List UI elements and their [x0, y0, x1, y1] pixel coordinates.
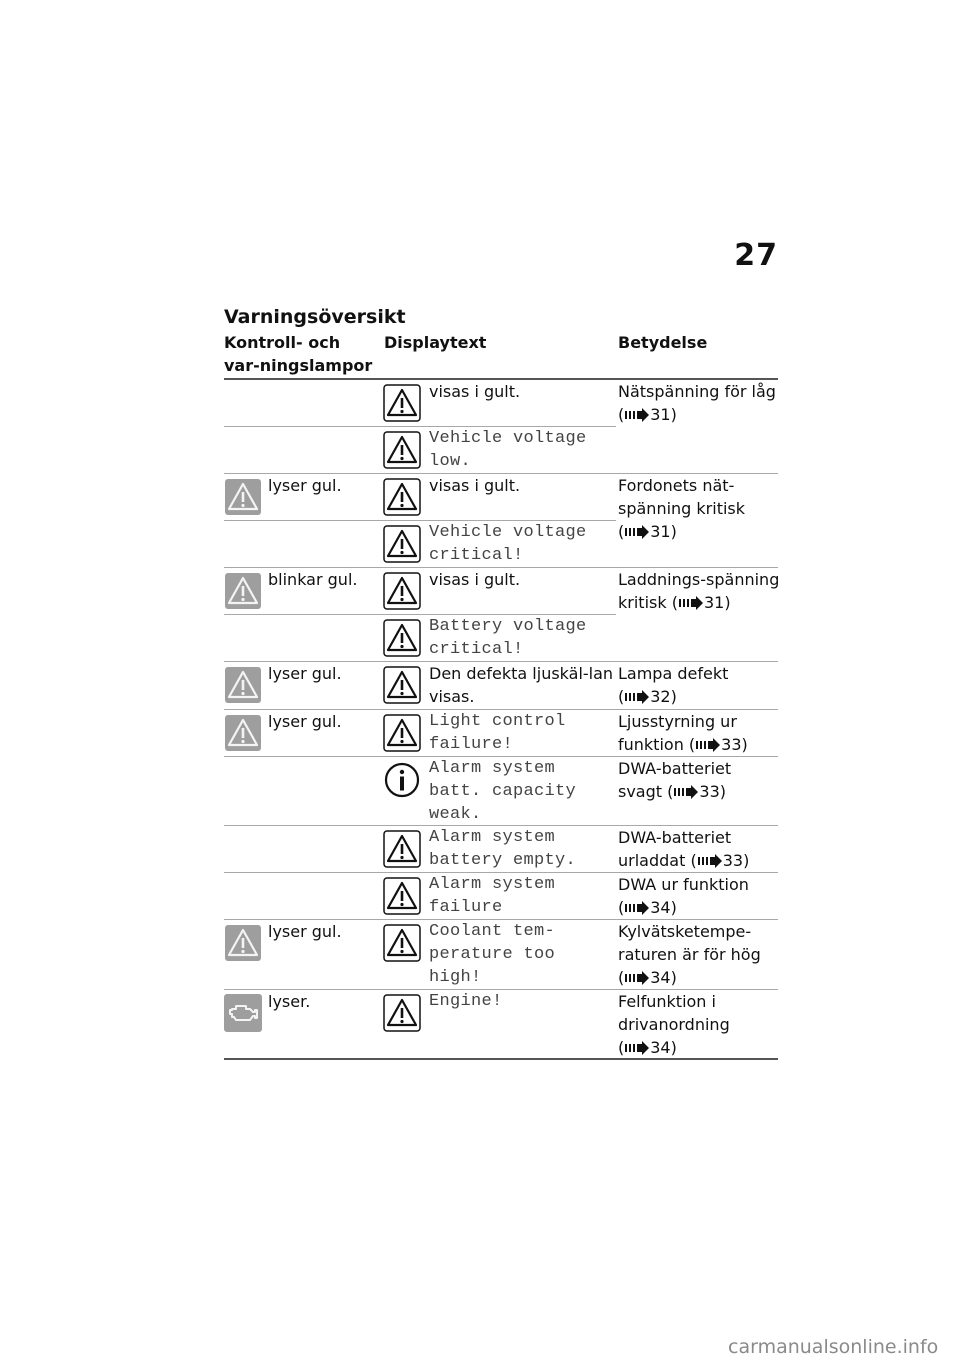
reference-arrow-icon	[624, 968, 650, 987]
warning-triangle-icon	[383, 924, 421, 962]
reference-arrow-icon	[673, 782, 699, 801]
warning-triangle-icon	[383, 666, 421, 704]
column-header-display: Displaytext	[384, 333, 487, 352]
meaning-label: Kylvätsketempe-raturen är för hög	[618, 922, 761, 964]
page-reference[interactable]: ( 34)	[618, 968, 677, 987]
display-text: Alarm system battery empty.	[429, 828, 577, 870]
table-row	[224, 826, 778, 873]
page-reference[interactable]: ( 34)	[618, 898, 677, 917]
display-text: Vehicle voltage critical!	[429, 523, 587, 565]
display-text: Light control failure!	[429, 712, 566, 754]
warning-triangle-icon	[383, 994, 421, 1032]
table-bottom-rule	[224, 1058, 778, 1060]
warning-triangle-icon	[383, 525, 421, 563]
reference-page-number: 34	[650, 1038, 671, 1057]
meaning-label: Felfunktion i drivanordning	[618, 992, 730, 1034]
warning-triangle-icon	[224, 478, 262, 516]
column-header-meaning: Betydelse	[618, 333, 708, 352]
page-reference[interactable]: ( 34)	[618, 1038, 677, 1057]
control-label: lyser gul.	[268, 476, 342, 495]
meaning-text	[618, 380, 780, 426]
reference-arrow-icon	[624, 687, 650, 706]
table-row	[224, 615, 778, 662]
page-reference[interactable]: ( 33)	[667, 782, 726, 801]
meaning-text	[618, 920, 780, 989]
warning-triangle-icon	[383, 619, 421, 657]
watermark: carmanualsonline.info	[728, 1336, 939, 1358]
engine-icon	[224, 994, 262, 1032]
meaning-text	[618, 710, 780, 756]
display-text: visas i gult.	[429, 382, 521, 401]
reference-arrow-icon	[695, 735, 721, 754]
display-text: Battery voltage critical!	[429, 617, 587, 659]
table-row	[224, 521, 778, 568]
page-reference[interactable]: ( 33)	[688, 735, 748, 754]
warning-triangle-icon	[224, 666, 262, 704]
warning-triangle-icon	[383, 572, 421, 610]
section-title: Varningsöversikt	[224, 306, 406, 328]
reference-page-number: 34	[650, 898, 671, 917]
reference-page-number: 31	[650, 405, 671, 424]
table-row	[224, 873, 778, 920]
reference-page-number: 31	[703, 593, 725, 612]
control-label: lyser gul.	[268, 664, 342, 683]
control-label: lyser gul.	[268, 922, 342, 941]
reference-page-number: 33	[699, 782, 720, 801]
reference-arrow-icon	[624, 898, 650, 917]
table-row	[224, 568, 778, 615]
reference-arrow-icon	[697, 851, 723, 870]
meaning-label: DWA ur funktion	[618, 875, 749, 894]
display-text: Engine!	[429, 992, 503, 1011]
page-number: 27	[734, 238, 778, 273]
meaning-text	[618, 873, 780, 919]
display-text: visas i gult.	[429, 570, 521, 589]
page-reference[interactable]: ( 32)	[618, 687, 677, 706]
table-row	[224, 474, 778, 541]
reference-page-number: 31	[650, 522, 671, 541]
table-row	[224, 380, 778, 427]
reference-arrow-icon	[624, 405, 650, 424]
meaning-label: Fordonets nät-spänning kritisk	[618, 476, 746, 518]
warning-triangle-icon	[383, 384, 421, 422]
meaning-label: DWA-batteriet svagt	[618, 759, 732, 801]
meaning-text	[618, 568, 780, 614]
page-reference[interactable]: ( 31)	[618, 522, 677, 541]
table-row	[224, 427, 778, 474]
column-header-control: Kontroll- och var-ningslampor	[224, 333, 373, 375]
meaning-text	[618, 662, 780, 708]
display-text: Alarm system failure	[429, 875, 556, 917]
display-text: visas i gult.	[429, 476, 521, 495]
reference-page-number: 34	[650, 968, 671, 987]
meaning-text	[618, 990, 780, 1059]
meaning-label: Ljusstyrning ur funktion	[618, 712, 737, 754]
warning-triangle-icon	[383, 431, 421, 469]
warning-triangle-icon	[383, 830, 421, 868]
display-text: Alarm system batt. capacity weak.	[429, 759, 577, 824]
reference-page-number: 32	[650, 687, 671, 706]
meaning-text	[618, 826, 780, 872]
meaning-label: DWA-batteriet urladdat	[618, 828, 732, 870]
warning-triangle-icon	[383, 877, 421, 915]
display-text: Vehicle voltage low.	[429, 429, 587, 471]
meaning-label: Nätspänning för låg	[618, 382, 776, 401]
page-reference[interactable]: ( 33)	[690, 851, 750, 870]
warning-triangle-icon	[224, 714, 262, 752]
control-label: lyser gul.	[268, 712, 342, 731]
meaning-label: Laddnings-spänning kritisk	[618, 570, 780, 612]
reference-arrow-icon	[624, 1038, 650, 1057]
meaning-text	[618, 757, 780, 803]
warning-triangle-icon	[224, 572, 262, 610]
reference-arrow-icon	[678, 593, 704, 612]
table-row	[224, 662, 778, 710]
warning-triangle-icon	[224, 924, 262, 962]
reference-page-number: 33	[722, 851, 744, 870]
control-label: lyser.	[268, 992, 311, 1011]
info-icon	[383, 761, 421, 799]
page-reference[interactable]: ( 31)	[671, 593, 731, 612]
meaning-label: Lampa defekt	[618, 664, 729, 683]
warning-triangle-icon	[383, 478, 421, 516]
warning-triangle-icon	[383, 714, 421, 752]
table-row	[224, 990, 778, 1060]
page-reference[interactable]: ( 31)	[618, 405, 677, 424]
display-text: Den defekta ljuskäl-lan visas.	[429, 664, 614, 706]
display-text: Coolant tem-perature too high!	[429, 922, 556, 987]
table-row	[224, 710, 778, 757]
table-row	[224, 920, 778, 990]
control-label: blinkar gul.	[268, 570, 358, 589]
reference-page-number: 33	[721, 735, 742, 754]
table-row	[224, 757, 778, 826]
